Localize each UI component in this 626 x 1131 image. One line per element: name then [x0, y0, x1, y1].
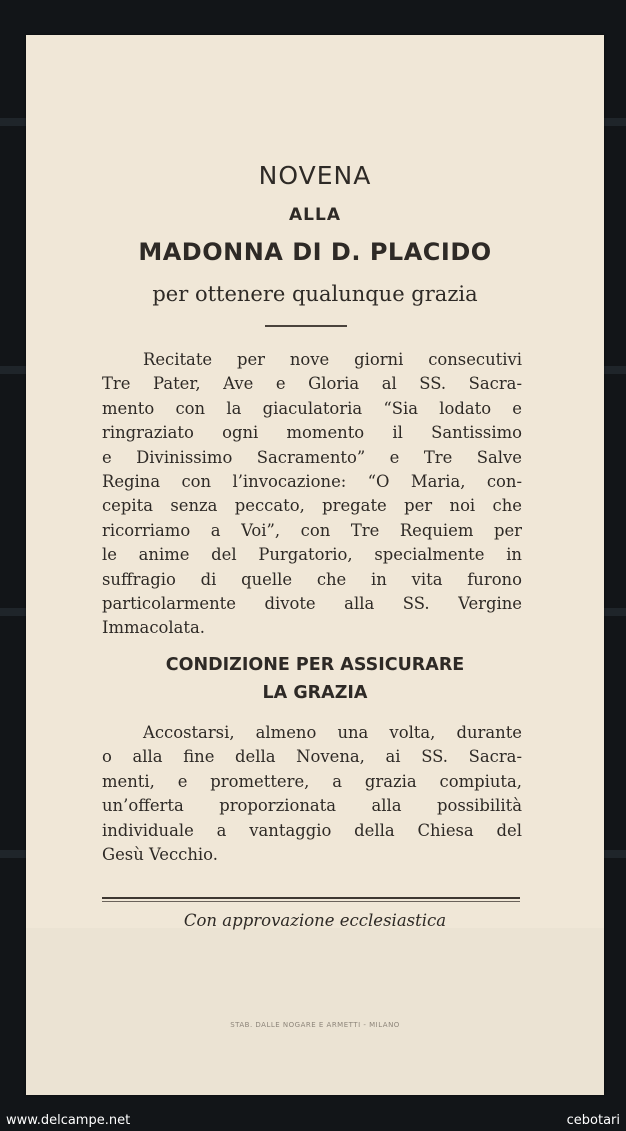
- card-subtitle: ALLA: [289, 205, 341, 225]
- text-line: Immacolata.: [102, 618, 205, 638]
- approval-note: Con approvazione ecclesiastica: [183, 911, 447, 930]
- footer-divider: [102, 897, 520, 902]
- title-divider: [265, 325, 347, 327]
- conditions-text: [102, 721, 522, 867]
- text-line: mento con la giaculatoria “Sia lodato e: [102, 398, 522, 418]
- watermark-site: www.delcampe.net: [6, 1113, 131, 1128]
- text-line: cepita senza peccato, pregate per noi che: [102, 496, 522, 516]
- printer-imprint: STAB. DALLE NOGARE E ARMETTI - MILANO: [230, 1021, 400, 1029]
- card-heading: MADONNA DI D. PLACIDO: [138, 238, 492, 266]
- text-line: suffragio di quelle che in vita furono: [102, 569, 522, 589]
- card-lower-panel: [26, 928, 604, 1095]
- text-line: ringraziato ogni momento il Santissimo: [102, 423, 522, 443]
- text-line: Regina con l’invocazione: “O Maria, con-: [102, 472, 522, 492]
- text-line: Recitate per nove giorni consecutivi: [143, 350, 522, 369]
- text-line: le anime del Purgatorio, specialmente in: [102, 545, 522, 565]
- card-title: NOVENA: [258, 161, 372, 190]
- card-tagline: per ottenere qualunque grazia: [152, 282, 478, 306]
- text-line: ricorriamo a Voi”, con Tre Requiem per: [102, 520, 522, 540]
- holy-card: [26, 35, 604, 1095]
- section-title-line2: LA GRAZIA: [262, 683, 368, 703]
- text-line: Gesù Vecchio.: [102, 845, 218, 865]
- watermark-user: cebotari: [566, 1113, 620, 1128]
- text-line: particolarmente divote alla SS. Vergine: [102, 594, 522, 614]
- text-line: Accostarsi, almeno una volta, durante: [143, 723, 522, 742]
- text-line: e Divinissimo Sacramento” e Tre Salve: [102, 447, 522, 467]
- section-title: CONDIZIONE PER ASSICURARE: [165, 655, 465, 675]
- text-line: Tre Pater, Ave e Gloria al SS. Sacra-: [102, 374, 522, 394]
- prayer-instructions: [102, 348, 522, 641]
- text-line: un’offerta proporzionata alla possibilità: [102, 796, 522, 816]
- text-line: menti, e promettere, a grazia compiuta,: [102, 771, 522, 791]
- text-line: o alla fine della Novena, ai SS. Sacra-: [102, 747, 522, 767]
- text-line: individuale a vantaggio della Chiesa del: [102, 820, 522, 840]
